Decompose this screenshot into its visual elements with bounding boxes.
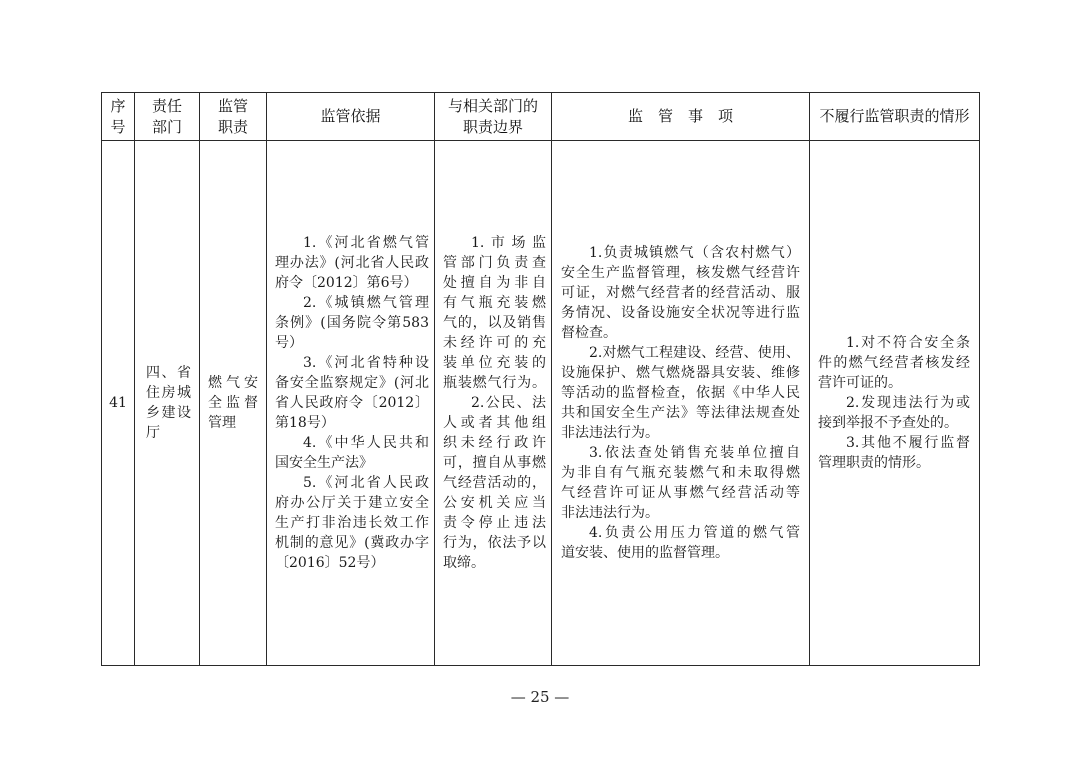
- boundary-line: 1.市场监: [471, 235, 546, 251]
- header-line: 与相关部门的: [447, 96, 538, 115]
- basis-line: 5.《河北省人民政: [303, 475, 429, 491]
- basis-line: 机制的意见》(冀政办字: [275, 535, 429, 551]
- supervision-duty-table: [101, 92, 980, 666]
- header-line: 责任: [151, 96, 182, 115]
- boundary-line: 责令停止违法: [443, 515, 546, 531]
- boundary-line: 气的，以及销售: [443, 315, 546, 331]
- header-line: 号: [110, 117, 126, 136]
- department-cell: [135, 141, 200, 666]
- basis-line: 第18号）: [275, 415, 335, 431]
- basis-line: 备安全监察规定》(河北: [275, 375, 429, 391]
- boundary-cell: [435, 141, 552, 666]
- item-line: 为非自有气瓶充装燃气和未取得燃: [561, 465, 800, 481]
- department-line: 四、省: [146, 365, 191, 381]
- items-cell: [552, 141, 810, 666]
- boundary-line: 装单位充装的: [443, 355, 546, 371]
- header-line: 监管依据: [320, 107, 381, 125]
- item-line: 4.负责公用压力管道的燃气管: [589, 525, 800, 541]
- boundary-line: 管部门负责查: [443, 255, 546, 271]
- item-line: 可证，对燃气经营者的经营活动、服: [561, 285, 800, 301]
- header-line: 序: [110, 96, 126, 115]
- basis-line: 号）: [275, 335, 303, 351]
- header-failure: [810, 93, 980, 141]
- boundary-line: 行为，依法予以: [443, 535, 546, 551]
- basis-line: 2.《城镇燃气管理: [303, 295, 429, 311]
- basis-line: 条例》(国务院令第583: [275, 315, 429, 331]
- header-duty: [200, 93, 267, 141]
- header-department: [135, 93, 200, 141]
- header-line: 不履行监管职责的情形: [819, 107, 970, 125]
- header-row: [102, 93, 980, 141]
- page-number: — 25 —: [510, 688, 570, 706]
- boundary-line: 未经许可的充: [443, 335, 546, 351]
- boundary-line: 气经营活动的，: [443, 475, 546, 491]
- item-line: 道安装、使用的监督管理。: [561, 545, 729, 561]
- basis-line: 4.《中华人民共和: [303, 435, 429, 451]
- boundary-line: 瓶装燃气行为。: [443, 375, 546, 391]
- basis-line: 〔2016〕52号）: [275, 555, 385, 571]
- duty-cell: [200, 141, 267, 666]
- basis-line: 府令〔2012〕第6号）: [275, 275, 418, 291]
- boundary-line: 可，擅自从事燃: [443, 455, 546, 471]
- table-row: [102, 141, 980, 666]
- item-line: 2.对燃气工程建设、经营、使用、: [589, 345, 800, 361]
- item-line: 3.依法查处销售充装单位擅自: [589, 445, 800, 461]
- item-line: 气经营许可证从事燃气经营活动等: [561, 485, 800, 501]
- item-line: 1.负责城镇燃气（含农村燃气）: [589, 245, 800, 261]
- boundary-line: 有气瓶充装燃: [443, 295, 546, 311]
- item-line: 共和国安全生产法》等法律法规查处: [561, 405, 800, 421]
- basis-line: 3.《河北省特种设: [303, 355, 429, 371]
- basis-line: 府办公厅关于建立安全: [275, 495, 429, 511]
- item-line: 设施保护、燃气燃烧器具安装、维修: [561, 365, 800, 381]
- boundary-line: 公安机关应当: [443, 495, 546, 511]
- item-line: 务情况、设备设施安全状况等进行监: [561, 305, 800, 321]
- failure-line: 营许可证的。: [818, 375, 902, 391]
- header-basis: [267, 93, 435, 141]
- failure-line: 件的燃气经营者核发经: [818, 355, 970, 371]
- header-line: 监管: [217, 96, 248, 115]
- failure-line: 接到举报不予查处的。: [818, 415, 958, 431]
- basis-line: 国安全生产法》: [275, 455, 373, 471]
- department-line: 乡建设: [146, 405, 191, 421]
- failure-line: 2.发现违法行为或: [846, 395, 970, 411]
- header-line: 职责边界: [462, 117, 523, 136]
- basis-line: 省人民政府令〔2012〕: [275, 395, 429, 411]
- boundary-line: 织未经行政许: [443, 435, 546, 451]
- failure-line: 1.对不符合安全条: [846, 335, 970, 351]
- seq-cell: [102, 141, 135, 666]
- department-line: 厅: [146, 425, 160, 441]
- boundary-line: 人或者其他组: [443, 415, 546, 431]
- duty-line: 管理: [208, 415, 236, 431]
- basis-line: 理办法》(河北省人民政: [275, 255, 429, 271]
- failure-line: 管理职责的情形。: [818, 455, 930, 471]
- duty-line: 全监督: [208, 395, 258, 411]
- boundary-line: 取缔。: [443, 555, 485, 571]
- header-boundary: [435, 93, 552, 141]
- item-line: 安全生产监督管理，核发燃气经营许: [561, 265, 800, 281]
- basis-line: 生产打非治违长效工作: [275, 515, 429, 531]
- failure-cell: [810, 141, 980, 666]
- header-seq: [102, 93, 135, 141]
- item-line: 非法违法行为。: [561, 425, 659, 441]
- item-line: 非法违法行为。: [561, 505, 659, 521]
- boundary-line: 处擅自为非自: [443, 275, 546, 291]
- failure-line: 3.其他不履行监督: [846, 435, 970, 451]
- header-line: 部门: [151, 117, 182, 136]
- item-line: 督检查。: [561, 325, 617, 341]
- seq-number: 41: [109, 395, 127, 411]
- boundary-line: 2.公民、法: [471, 395, 546, 411]
- duty-line: 燃气安: [208, 375, 258, 391]
- department-line: 住房城: [146, 385, 191, 401]
- item-line: 等活动的监督检查，依据《中华人民: [561, 385, 800, 401]
- header-line: 职责: [217, 117, 248, 136]
- basis-line: 1.《河北省燃气管: [303, 235, 429, 251]
- header-line: 监 管 事 项: [627, 107, 733, 125]
- basis-cell: [267, 141, 435, 666]
- header-items: [552, 93, 810, 141]
